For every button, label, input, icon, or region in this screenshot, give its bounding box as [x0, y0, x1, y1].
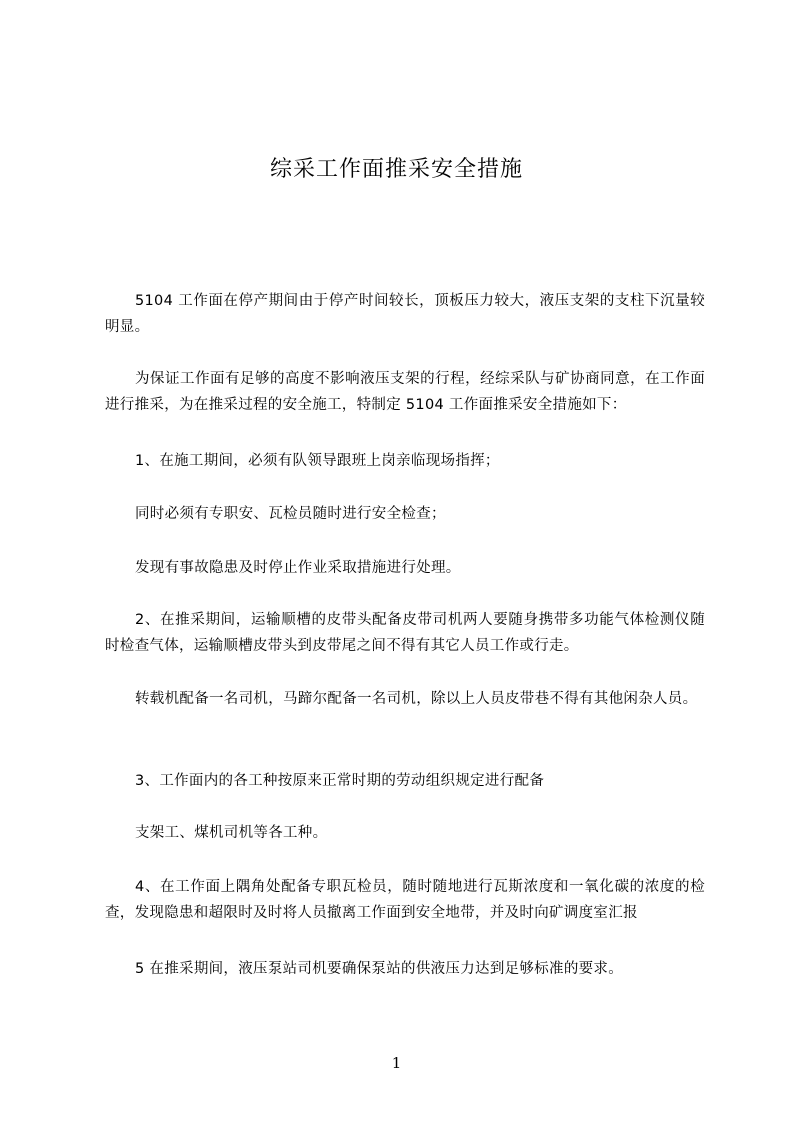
paragraph-intro: 5104 工作面在停产期间由于停产时间较长，顶板压力较大，液压支架的支柱下沉量较明显。 — [105, 293, 705, 335]
document-title: 综采工作面推采安全措施 — [269, 156, 523, 182]
paragraph-item-5: 5 在推采期间，液压泵站司机要确保泵站的供液压力达到足够标准的要求。 — [135, 961, 624, 977]
paragraph-item-4: 4、在工作面上隅角处配备专职瓦检员，随时随地进行瓦斯浓度和一氧化碳的浓度的检查，发现隐患和超限时及时将人员撤离工作面到安全地带，并及时向矿调度室汇报 — [105, 879, 705, 921]
paragraph-item-3: 3、工作面内的各工种按原来正常时期的劳动组织规定进行配备 — [135, 773, 545, 789]
paragraph-item-1: 1、在施工期间，必须有队领导跟班上岗亲临现场指挥； — [135, 453, 500, 469]
paragraph-item-3-workers: 支架工、煤机司机等各工种。 — [135, 825, 328, 841]
paragraph-item-2: 2、在推采期间，运输顺槽的皮带头配备皮带司机两人要随身携带多功能气体检测仪随时检查气体，运输顺槽皮带头到皮带尾之间不得有其它人员工作或行走。 — [105, 612, 705, 654]
paragraph-item-2-staffing: 转载机配备一名司机，马蹄尔配备一名司机，除以上人员皮带巷不得有其他闲杂人员。 — [135, 691, 698, 707]
paragraph-item-1-hazard: 发现有事故隐患及时停止作业采取措施进行处理。 — [135, 560, 461, 576]
paragraph-purpose: 为保证工作面有足够的高度不影响液压支架的行程，经综采队与矿协商同意，在工作面进行推采，为在推采过程的安全施工，特制定 5104 工作面推采安全措施如下： — [105, 371, 705, 413]
page-number: 1 — [391, 1054, 402, 1072]
paragraph-item-1-inspection: 同时必须有专职安、瓦检员随时进行安全检查； — [135, 506, 446, 522]
